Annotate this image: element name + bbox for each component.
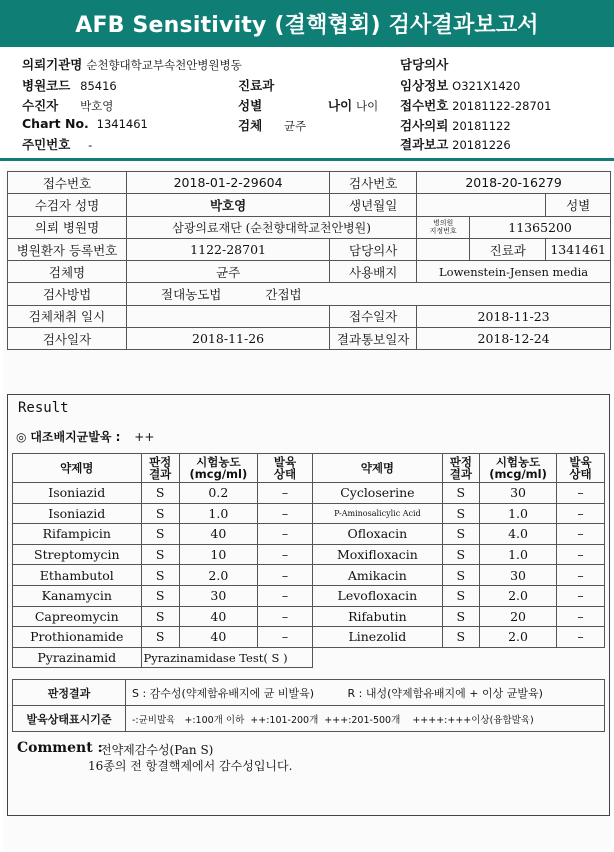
col-growth-right-2: 상태 xyxy=(569,467,592,481)
notify-value: 2018-12-24 xyxy=(417,328,611,350)
table-row xyxy=(13,627,605,648)
drug-result: S xyxy=(141,627,179,648)
drug-growth: – xyxy=(257,524,312,545)
drug-result: S xyxy=(141,503,179,524)
drug-conc: 0.2 xyxy=(179,483,257,504)
drug-result: S xyxy=(141,585,179,606)
drug-name: Streptomycin xyxy=(13,544,142,565)
dob-value xyxy=(417,194,546,216)
receipt-no-value: 2018-01-2-29604 xyxy=(127,172,330,194)
drug-name: Rifabutin xyxy=(313,606,442,627)
dept-label: 진료과 xyxy=(470,238,546,260)
judge-legend-text xyxy=(126,680,605,706)
col-conc-2: (mcg/ml) xyxy=(189,467,248,481)
result-title: Result xyxy=(18,400,69,416)
method-label: 검사방법 xyxy=(8,283,127,305)
col-judge-right-2: 결과 xyxy=(449,467,472,481)
drug-name: Isoniazid xyxy=(13,503,142,524)
drug-name: Levofloxacin xyxy=(313,585,442,606)
legend-table xyxy=(12,679,605,732)
hospital-code-label-1: 병의원 xyxy=(433,219,454,228)
dept-label: 진료과 xyxy=(238,78,275,93)
collect-value xyxy=(127,305,330,327)
drug-result: S xyxy=(442,503,479,524)
drug-name: Isoniazid xyxy=(13,483,142,504)
receipt-no-label: 접수번호 xyxy=(400,98,449,113)
institution-value: 순천향대학교부속천안병원병동 xyxy=(86,58,242,72)
drug-result: S xyxy=(141,524,179,545)
hospital-code-label-2: 지정번호 xyxy=(429,227,457,236)
attending-doctor-value xyxy=(417,238,470,260)
drug-growth: – xyxy=(556,524,604,545)
sex-label: 성별 xyxy=(546,194,611,216)
table-row xyxy=(13,606,605,627)
drug-name: Cycloserine xyxy=(313,483,442,504)
drug-conc: 40 xyxy=(179,627,257,648)
name-label: 수검자 성명 xyxy=(8,194,127,216)
drug-growth: – xyxy=(257,483,312,504)
col-conc-right-1: 시험농도 xyxy=(495,455,541,469)
drug-growth: – xyxy=(556,544,604,565)
drug-name: Rifampicin xyxy=(13,524,142,545)
chart-label: Chart No. xyxy=(22,116,89,131)
drug-conc: 2.0 xyxy=(480,627,557,648)
drug-growth: – xyxy=(556,483,604,504)
col-conc-right xyxy=(480,454,557,483)
col-conc xyxy=(179,454,257,483)
drug-sensitivity-table xyxy=(12,453,605,668)
notify-label: 결과통보일자 xyxy=(330,328,417,350)
method-value xyxy=(127,283,611,305)
pza-test: Pyrazinamidase Test( S ) xyxy=(141,647,313,668)
request-label: 검사의뢰 xyxy=(400,118,449,133)
drug-growth: – xyxy=(257,606,312,627)
drug-name: Linezolid xyxy=(313,627,442,648)
hospital-label: 의뢰 병원명 xyxy=(8,216,127,238)
afb-growth-line xyxy=(16,428,154,445)
rrn-value: - xyxy=(88,138,93,152)
drug-name: Moxifloxacin xyxy=(313,544,442,565)
specimen-label: 검체명 xyxy=(8,261,127,283)
test-date-value: 2018-11-26 xyxy=(127,328,330,350)
drug-growth: – xyxy=(257,627,312,648)
drug-result: S xyxy=(141,606,179,627)
institution-label: 의뢰기관명 xyxy=(22,57,83,72)
drug-conc: 1.0 xyxy=(480,503,557,524)
dept-value: 1341461 xyxy=(546,238,611,260)
chart-value: 1341461 xyxy=(96,117,148,131)
drug-conc: 30 xyxy=(179,585,257,606)
hospital-value: 삼광의료재단 (순천향대학교천안병원) xyxy=(127,216,417,238)
table-row xyxy=(13,585,605,606)
drug-conc: 2.0 xyxy=(480,585,557,606)
hospital-code-label xyxy=(417,216,470,238)
drug-growth: – xyxy=(556,565,604,586)
sex-label: 성별 xyxy=(238,98,263,113)
judge-legend-s: S : 감수성(약제함유배지에 균 비발육) xyxy=(132,686,315,700)
drug-name: Capreomycin xyxy=(13,606,142,627)
drug-conc: 40 xyxy=(179,524,257,545)
header-divider xyxy=(0,158,614,161)
col-growth-1: 발육 xyxy=(273,455,297,469)
comment-line-2: 16종의 전 항결핵제에서 감수성입니다. xyxy=(88,759,293,773)
drug-name: P-Aminosalicylic Acid xyxy=(313,503,442,524)
age-value: 나이 xyxy=(355,99,379,113)
drug-growth: – xyxy=(257,585,312,606)
drug-result: S xyxy=(442,606,479,627)
col-judge-2: 결과 xyxy=(149,467,172,481)
method-indirect: 간접법 xyxy=(265,287,302,303)
comment-line-1: 전약제감수성(Pan S) xyxy=(100,743,214,757)
drug-growth: – xyxy=(257,544,312,565)
name-value: 박호영 xyxy=(127,194,330,216)
table-row xyxy=(13,503,605,524)
test-date-label: 검사일자 xyxy=(8,328,127,350)
pza-row xyxy=(13,647,605,668)
rrn-label: 주민번호 xyxy=(22,137,71,152)
attending-doctor-label: 담당의사 xyxy=(330,238,417,260)
receipt-no-value: 20181122-28701 xyxy=(452,99,552,113)
drug-conc: 20 xyxy=(480,606,557,627)
drug-name: Ethambutol xyxy=(13,565,142,586)
collect-label: 검체채취 일시 xyxy=(8,305,127,327)
specimen-label: 검체 xyxy=(238,118,263,133)
drug-conc: 1.0 xyxy=(179,503,257,524)
table-row xyxy=(13,544,605,565)
judge-legend-label: 판정결과 xyxy=(13,680,126,706)
pza-drug: Pyrazinamid xyxy=(13,647,142,668)
clinical-info-value: O321X1420 xyxy=(452,79,521,93)
hospital-code-value: 85416 xyxy=(80,79,117,93)
col-judge-right-1: 판정 xyxy=(449,455,472,469)
reg-no-value: 1122-28701 xyxy=(127,238,330,260)
age-label: 나이 xyxy=(328,98,353,113)
drug-result: S xyxy=(442,544,479,565)
specimen-value: 균주 xyxy=(127,261,330,283)
doctor-label: 담당의사 xyxy=(400,57,449,72)
drug-growth: – xyxy=(556,627,604,648)
drug-result: S xyxy=(141,483,179,504)
col-growth xyxy=(257,454,312,483)
medium-value: Lowenstein-Jensen media xyxy=(417,261,611,283)
col-conc-1: 시험농도 xyxy=(196,455,241,469)
request-value: 20181122 xyxy=(452,119,511,133)
clinical-info-label: 임상정보 xyxy=(400,78,449,93)
report-title: AFB Sensitivity (결핵협회) 검사결과보고서 xyxy=(0,0,614,47)
drug-growth: – xyxy=(556,585,604,606)
drug-conc: 1.0 xyxy=(480,544,557,565)
drug-growth: – xyxy=(257,503,312,524)
drug-result: S xyxy=(442,524,479,545)
received-value: 2018-11-23 xyxy=(417,305,611,327)
afb-growth-label: 대조배지균발육 : xyxy=(30,430,121,444)
hospital-code-label: 병원코드 xyxy=(22,78,71,93)
specimen-value: 균주 xyxy=(283,119,307,133)
drug-conc: 4.0 xyxy=(480,524,557,545)
dob-label: 생년월일 xyxy=(330,194,417,216)
table-row xyxy=(13,524,605,545)
drug-result: S xyxy=(442,483,479,504)
growth-legend-text: -:균비발육 +:100개 이하 ++:101-200개 +++:201-500개 ++++:+++이상(융합발육) xyxy=(126,706,605,732)
drug-conc: 10 xyxy=(179,544,257,565)
patient-info-table xyxy=(7,171,611,350)
drug-conc: 40 xyxy=(179,606,257,627)
pza-blank xyxy=(313,647,605,668)
drug-conc: 30 xyxy=(480,565,557,586)
drug-growth: – xyxy=(257,565,312,586)
drug-conc: 30 xyxy=(480,483,557,504)
drug-result: S xyxy=(141,544,179,565)
report-label: 결과보고 xyxy=(400,137,449,152)
medium-label: 사용배지 xyxy=(330,261,417,283)
growth-legend-label: 발육상태표시기준 xyxy=(13,706,126,732)
drug-growth: – xyxy=(556,503,604,524)
institution-row xyxy=(22,55,242,73)
reg-no-label: 병원환자 등록번호 xyxy=(8,238,127,260)
drug-conc: 2.0 xyxy=(179,565,257,586)
bullet-icon: ◎ xyxy=(16,430,27,444)
table-row xyxy=(13,565,605,586)
col-drug: 약제명 xyxy=(13,454,142,483)
hospital-code-value: 11365200 xyxy=(470,216,611,238)
test-no-label: 검사번호 xyxy=(330,172,417,194)
drug-name: Ofloxacin xyxy=(313,524,442,545)
drug-name: Kanamycin xyxy=(13,585,142,606)
drug-result: S xyxy=(442,585,479,606)
patient-label: 수진자 xyxy=(22,98,59,113)
judge-legend-r: R : 내성(약제함유배지에 + 이상 균발육) xyxy=(347,686,543,700)
col-growth-right-1: 발육 xyxy=(569,455,592,469)
received-label: 접수일자 xyxy=(330,305,417,327)
drug-name: Prothionamide xyxy=(13,627,142,648)
comment-label: Comment : xyxy=(17,740,103,756)
drug-name: Amikacin xyxy=(313,565,442,586)
test-no-value: 2018-20-16279 xyxy=(417,172,611,194)
col-growth-right xyxy=(556,454,604,483)
col-judge-right xyxy=(442,454,479,483)
col-judge xyxy=(141,454,179,483)
drug-growth: – xyxy=(556,606,604,627)
report-value: 20181226 xyxy=(452,138,511,152)
drug-result: S xyxy=(442,565,479,586)
col-conc-right-2: (mcg/ml) xyxy=(489,467,547,481)
col-drug-right: 약제명 xyxy=(313,454,442,483)
table-row xyxy=(13,483,605,504)
drug-result: S xyxy=(141,565,179,586)
patient-value: 박호영 xyxy=(80,99,114,113)
afb-growth-value: ++ xyxy=(134,430,155,444)
receipt-no-label: 접수번호 xyxy=(8,172,127,194)
drug-result: S xyxy=(442,627,479,648)
col-judge-1: 판정 xyxy=(149,455,172,469)
col-growth-2: 상태 xyxy=(273,467,297,481)
method-absolute: 절대농도법 xyxy=(161,287,222,303)
